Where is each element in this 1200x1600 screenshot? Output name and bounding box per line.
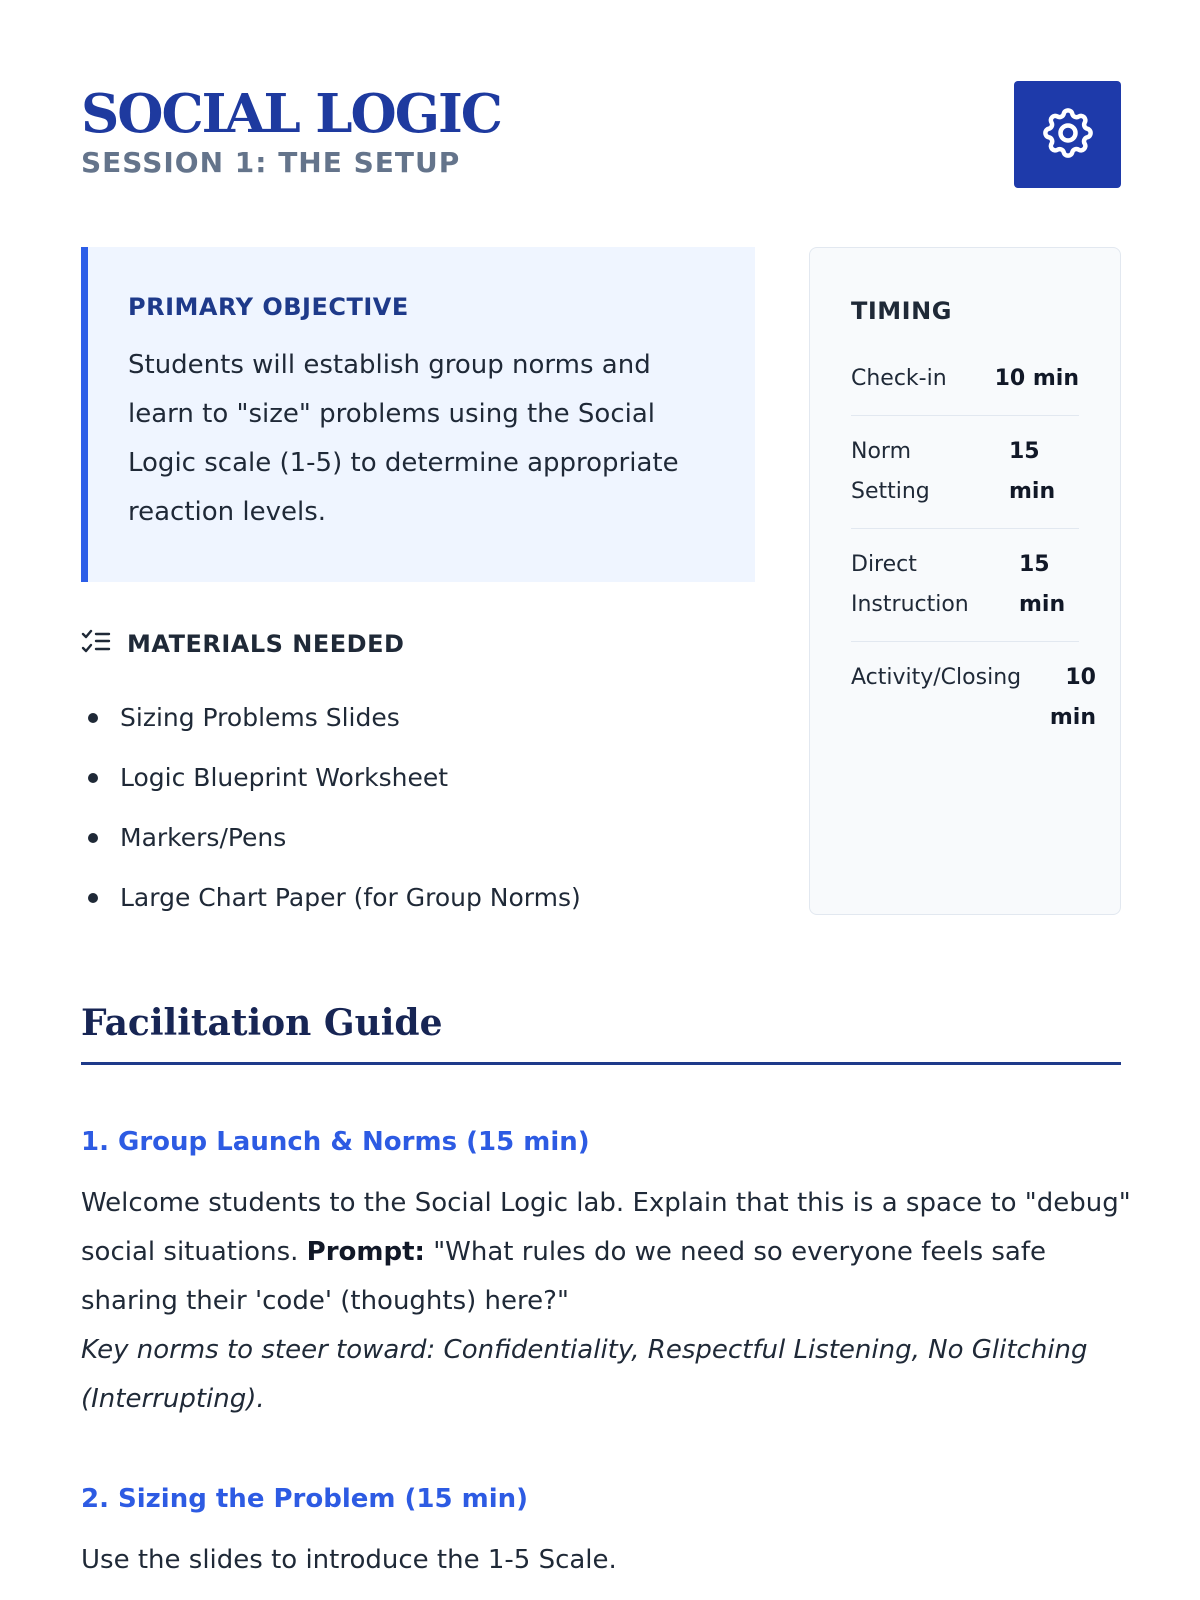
checklist-icon bbox=[81, 628, 111, 660]
list-item-label: Sizing Problems Slides bbox=[120, 703, 400, 732]
step-text bbox=[81, 1179, 1131, 1424]
gear-icon bbox=[1038, 103, 1098, 167]
bullet bbox=[88, 893, 98, 903]
timing-value: 15 min bbox=[1019, 552, 1066, 617]
list-item-label: Logic Blueprint Worksheet bbox=[120, 763, 449, 792]
materials-header bbox=[81, 628, 404, 660]
timing-label: Activity/Closing bbox=[851, 665, 1022, 690]
list-item bbox=[88, 808, 581, 868]
materials-list bbox=[88, 688, 581, 928]
list-item-label: Large Chart Paper (for Group Norms) bbox=[120, 883, 581, 912]
timing-row bbox=[851, 416, 1079, 529]
section-heading: Facilitation Guide bbox=[81, 1002, 443, 1044]
timing-heading: TIMING bbox=[851, 297, 952, 325]
step-text-part: "What rules do we need so everyone feels safe sharing their 'code' (thoughts) here?" bbox=[81, 1237, 1047, 1316]
settings-button[interactable] bbox=[1014, 81, 1121, 188]
objective-text: Students will establish group norms and learn to "size" problems using the Social Logic scale (1-5) to determine appropriate reaction levels. bbox=[128, 350, 679, 527]
primary-objective-card bbox=[81, 247, 755, 582]
prompt-label: Prompt: bbox=[306, 1237, 425, 1267]
page-header bbox=[81, 84, 1121, 190]
timing-row bbox=[851, 529, 1079, 642]
bullet bbox=[88, 773, 98, 783]
timing-card bbox=[809, 247, 1121, 915]
step-title: 2. Sizing the Problem (15 min) bbox=[81, 1484, 529, 1514]
bullet bbox=[88, 833, 98, 843]
timing-label: Direct Instruction bbox=[851, 552, 969, 617]
timing-row bbox=[851, 343, 1079, 416]
list-item bbox=[88, 688, 581, 748]
list-item bbox=[88, 868, 581, 928]
timing-row bbox=[851, 642, 1096, 754]
divider bbox=[81, 1062, 1121, 1065]
timing-value: 15 min bbox=[1009, 439, 1056, 504]
timing-label: Check-in bbox=[851, 366, 947, 391]
page-subtitle: SESSION 1: THE SETUP bbox=[81, 146, 461, 179]
step-text-part: Welcome students to the Social Logic lab. Explain that this is a space to "debug" social situations. bbox=[81, 1188, 1131, 1267]
timing-label: Norm Setting bbox=[851, 439, 930, 504]
step-title: 1. Group Launch & Norms (15 min) bbox=[81, 1127, 590, 1157]
list-item bbox=[88, 748, 581, 808]
bullet bbox=[88, 713, 98, 723]
objective-heading: PRIMARY OBJECTIVE bbox=[128, 293, 409, 321]
step-text: Use the slides to introduce the 1-5 Scale. bbox=[81, 1545, 617, 1575]
list-item-label: Markers/Pens bbox=[120, 823, 287, 852]
materials-heading: MATERIALS NEEDED bbox=[127, 630, 405, 658]
timing-value: 10 min bbox=[1049, 665, 1096, 730]
step-note: Key norms to steer toward: Confidentiality, Respectful Listening, No Glitching (Interrupting). bbox=[81, 1335, 1088, 1414]
page-title: SOCIAL LOGIC bbox=[81, 83, 501, 145]
timing-value: 10 min bbox=[994, 366, 1079, 391]
